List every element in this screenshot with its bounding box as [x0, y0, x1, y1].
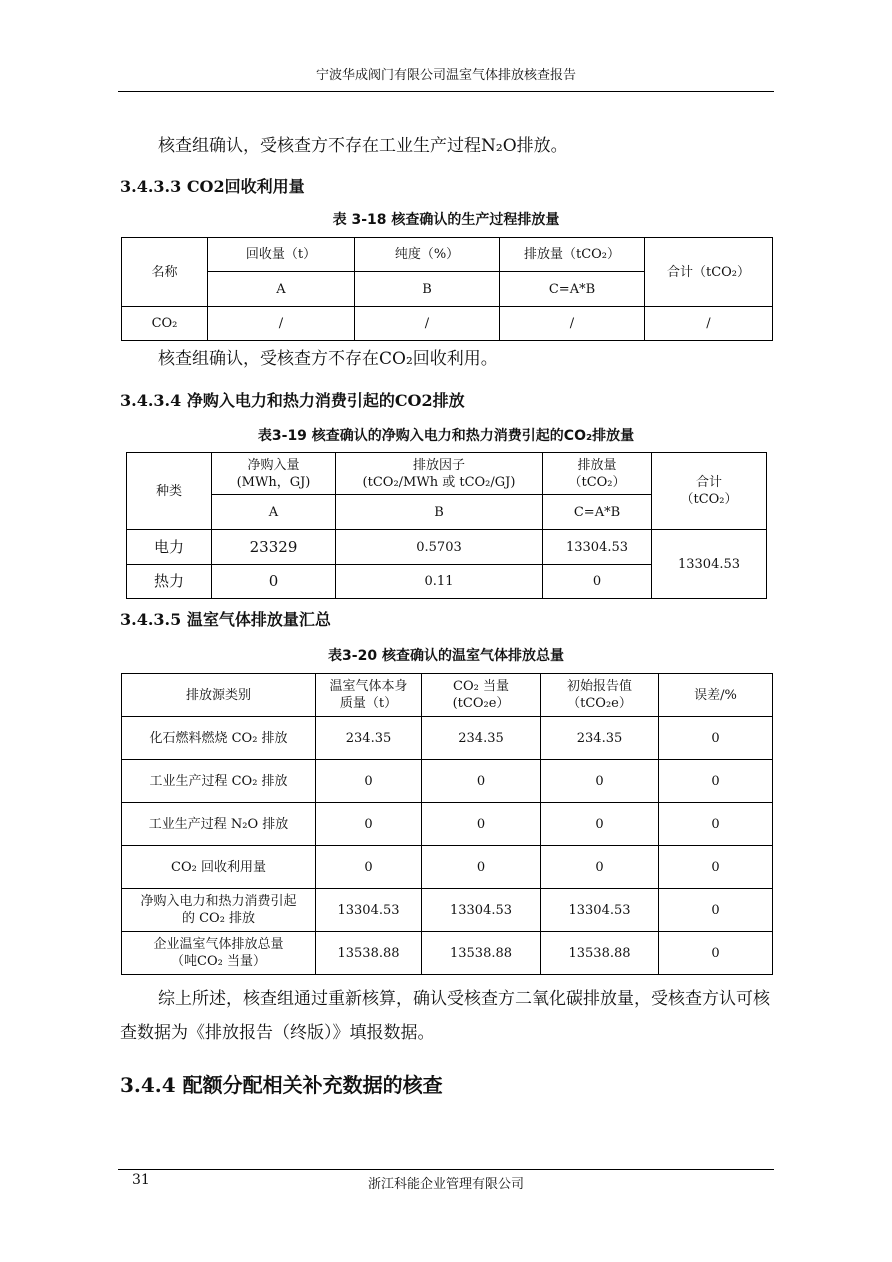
table18-cell-total: /: [645, 307, 773, 341]
table20-header-mass: [316, 674, 422, 717]
table19-header-purchase-line2: (MWh，GJ): [236, 474, 311, 490]
table20-header-mass-line1: 温室气体本身: [329, 679, 408, 694]
table20-cell-equivalent: 0: [422, 846, 541, 889]
table20-cell-mass: 0: [316, 803, 422, 846]
table18-code-a: A: [208, 272, 355, 307]
table20-cell-error: 0: [659, 760, 773, 803]
table20-cell-equivalent: 13538.88: [422, 932, 541, 975]
table18-header-total: 合计（tCO₂）: [645, 238, 773, 307]
table18-header-name: 名称: [122, 238, 208, 307]
heading-3-4-3-5: 3.4.3.5 温室气体排放量汇总: [120, 610, 331, 629]
table20-header-equivalent: [422, 674, 541, 717]
table18-header-purity: 纯度（%）: [355, 238, 500, 272]
table-3-20: [121, 673, 773, 975]
table-3-19: [126, 452, 767, 599]
table19-cell-amount: 23329: [212, 530, 336, 565]
table19-cell-type: 热力: [127, 565, 212, 599]
table19-header-type: 种类: [127, 453, 212, 530]
table20-header-source: 排放源类别: [122, 674, 316, 717]
table20-cell-mass: 0: [316, 760, 422, 803]
paragraph-co2-recovery: 核查组确认，受核查方不存在CO₂回收利用。: [158, 349, 498, 369]
table20-header-initial: [541, 674, 659, 717]
table20-header-mass-line2: 质量（t）: [339, 696, 398, 711]
table19-cell-factor: 0.11: [336, 565, 543, 599]
table18-cell-purity: /: [355, 307, 500, 341]
table20-cell-initial: 0: [541, 803, 659, 846]
table19-code-c: C=A*B: [543, 495, 652, 530]
table19-header-factor-line1: 排放因子: [412, 457, 465, 473]
table20-cell-equivalent: 0: [422, 760, 541, 803]
table-row: [122, 932, 773, 975]
table19-header-total-line1: 合计: [695, 475, 722, 490]
table20-cell-initial: 234.35: [541, 717, 659, 760]
header-rule: [118, 91, 774, 92]
table20-cell-source-line1: 化石燃料燃烧 CO₂ 排放: [149, 730, 288, 746]
table18-header-emission: 排放量（tCO₂）: [500, 238, 645, 272]
table20-cell-error: 0: [659, 932, 773, 975]
table-3-18-caption: 表 3-18 核查确认的生产过程排放量: [332, 212, 560, 228]
table-row: [122, 846, 773, 889]
table19-code-b: B: [336, 495, 543, 530]
table20-cell-source-line2: 的 CO₂ 排放: [181, 911, 256, 926]
table19-cell-type: 电力: [127, 530, 212, 565]
table20-cell-source: [122, 717, 316, 760]
table20-cell-source-line2: （吨CO₂ 当量）: [171, 954, 266, 969]
table20-cell-source: [122, 932, 316, 975]
table19-cell-emission: 0: [543, 565, 652, 599]
page-header: 宁波华成阀门有限公司温室气体排放核查报告: [315, 68, 576, 83]
table20-cell-error: 0: [659, 846, 773, 889]
footer-company: 浙江科能企业管理有限公司: [367, 1177, 524, 1192]
table-row: [122, 760, 773, 803]
page-number: 31: [132, 1172, 150, 1188]
table20-cell-source-line1: 工业生产过程 N₂O 排放: [148, 816, 289, 832]
table19-header-purchase-line1: 净购入量: [247, 457, 300, 473]
table20-cell-error: 0: [659, 889, 773, 932]
table20-cell-source: [122, 803, 316, 846]
table20-cell-equivalent: 0: [422, 803, 541, 846]
paragraph-summary: 综上所述，核查组通过重新核算，确认受核查方二氧化碳排放量，受核查方认可核查数据为《排放报告（终版）》填报数据。: [120, 989, 770, 1043]
table20-cell-source: [122, 846, 316, 889]
table19-cell-emission: 13304.53: [543, 530, 652, 565]
table18-cell-name: CO₂: [122, 307, 208, 341]
table19-header-factor: [336, 453, 543, 495]
table19-header-total-line2: （tCO₂）: [680, 492, 738, 507]
table20-header-error: 误差/%: [659, 674, 773, 717]
footer-rule: [118, 1169, 774, 1170]
table20-cell-mass: 13538.88: [316, 932, 422, 975]
table18-header-recovery: 回收量（t）: [208, 238, 355, 272]
table-row: [122, 717, 773, 760]
table19-header-emission-line1: 排放量: [577, 457, 617, 473]
table20-header-equivalent-line1: CO₂ 当量: [453, 679, 509, 694]
table-row: [122, 307, 773, 341]
table19-header-purchase: [212, 453, 336, 495]
table20-cell-source-line1: 工业生产过程 CO₂ 排放: [149, 773, 288, 789]
table20-cell-initial: 0: [541, 760, 659, 803]
table18-cell-emission: /: [500, 307, 645, 341]
table19-header-factor-line2: (tCO₂/MWh 或 tCO₂/GJ): [362, 474, 516, 490]
table-row: [122, 803, 773, 846]
table-row: [127, 530, 767, 565]
table20-cell-error: 0: [659, 803, 773, 846]
heading-3-4-3-3: 3.4.3.3 CO2回收利用量: [120, 177, 305, 196]
table20-cell-source-line1: 净购入电力和热力消费引起: [140, 894, 297, 909]
table19-code-a: A: [212, 495, 336, 530]
table20-cell-mass: 234.35: [316, 717, 422, 760]
table-3-18: [121, 237, 773, 341]
table20-cell-source-line1: CO₂ 回收利用量: [171, 859, 266, 875]
table19-header-emission: [543, 453, 652, 495]
table19-cell-total: 13304.53: [652, 530, 767, 599]
table20-cell-source-line1: 企业温室气体排放总量: [153, 937, 284, 952]
table-3-20-caption: 表3-20 核查确认的温室气体排放总量: [328, 648, 564, 664]
table20-cell-equivalent: 13304.53: [422, 889, 541, 932]
heading-3-4-3-4: 3.4.3.4 净购入电力和热力消费引起的CO2排放: [120, 391, 465, 410]
table19-header-total: [652, 453, 767, 530]
paragraph-n2o: 核查组确认，受核查方不存在工业生产过程N₂O排放。: [158, 136, 568, 156]
table20-header-equivalent-line2: (tCO₂e）: [452, 696, 510, 711]
table18-cell-recovery: /: [208, 307, 355, 341]
table20-cell-error: 0: [659, 717, 773, 760]
table20-cell-mass: 13304.53: [316, 889, 422, 932]
table18-code-c: C=A*B: [500, 272, 645, 307]
table20-cell-equivalent: 234.35: [422, 717, 541, 760]
table20-cell-mass: 0: [316, 846, 422, 889]
table20-cell-source: [122, 760, 316, 803]
table-3-19-caption: 表3-19 核查确认的净购入电力和热力消费引起的CO₂排放量: [257, 428, 635, 444]
table19-header-emission-line2: （tCO₂）: [568, 474, 626, 490]
table-row: [122, 889, 773, 932]
table20-cell-initial: 13304.53: [541, 889, 659, 932]
table18-code-b: B: [355, 272, 500, 307]
table20-header-initial-line1: 初始报告值: [566, 679, 632, 694]
table19-cell-amount: 0: [212, 565, 336, 599]
table19-cell-factor: 0.5703: [336, 530, 543, 565]
heading-3-4-4: 3.4.4 配额分配相关补充数据的核查: [120, 1073, 443, 1097]
table20-header-initial-line2: （tCO₂e）: [567, 696, 632, 711]
table20-cell-source: [122, 889, 316, 932]
table20-cell-initial: 13538.88: [541, 932, 659, 975]
table20-cell-initial: 0: [541, 846, 659, 889]
